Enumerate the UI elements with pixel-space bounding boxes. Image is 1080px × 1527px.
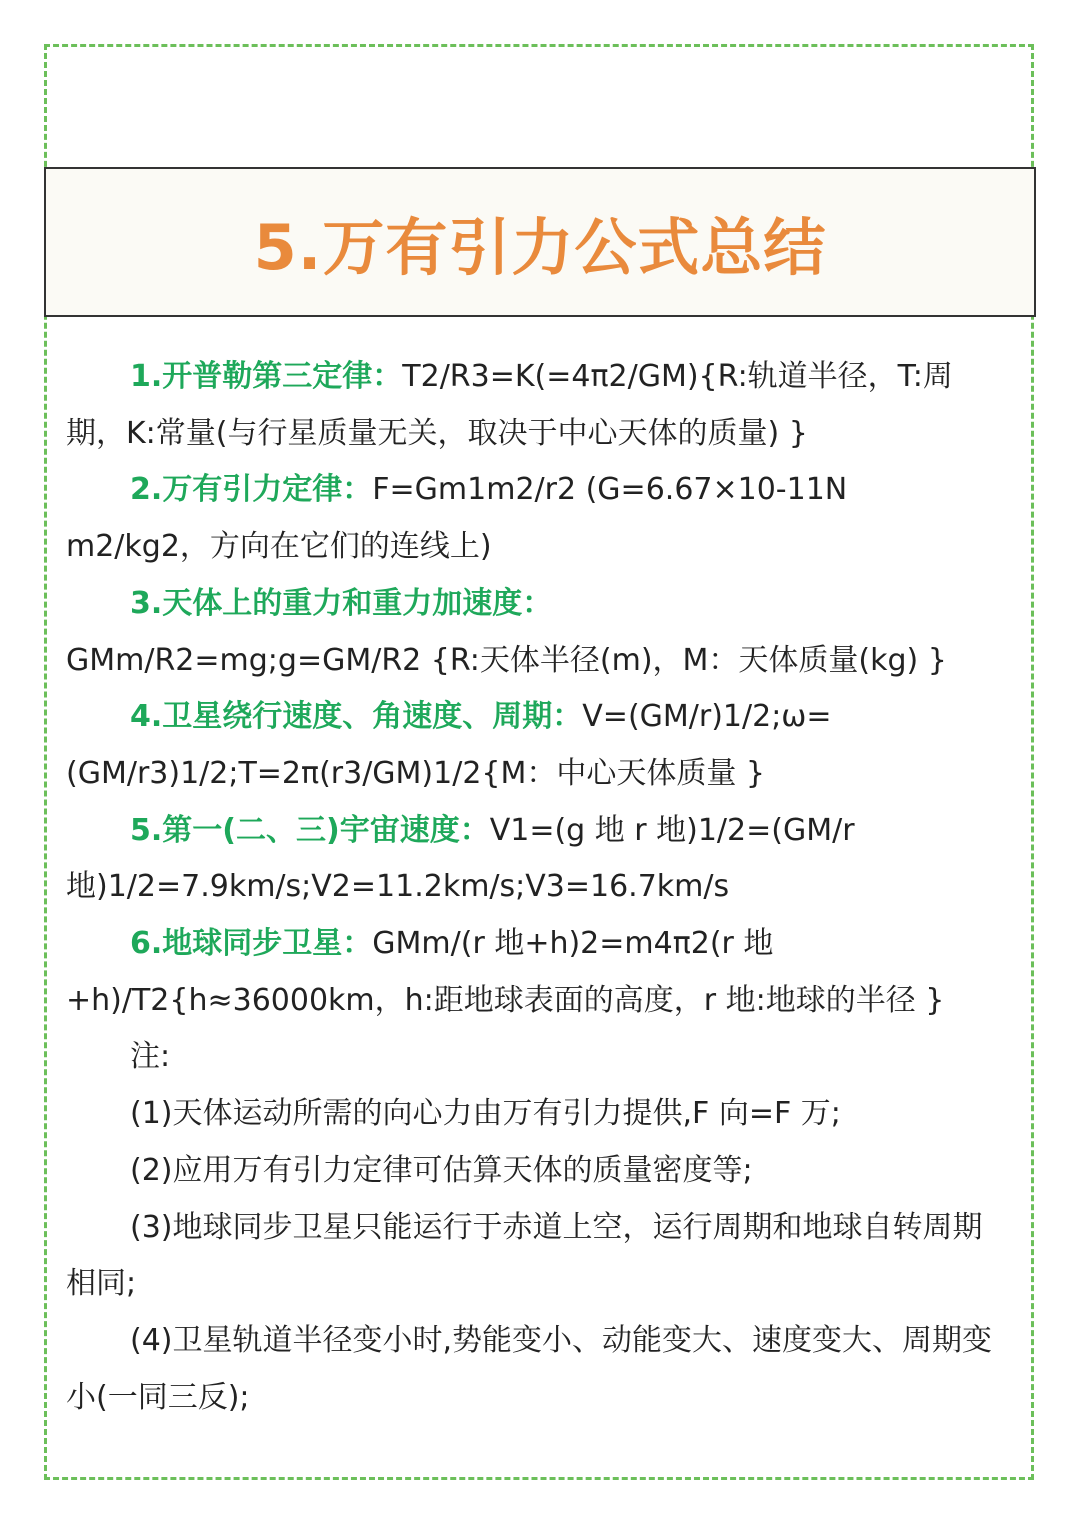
section-6 [66,916,996,1029]
section-5 [66,803,996,916]
section-heading: 5.第一(二、三)宇宙速度： [130,812,490,848]
section-text: GMm/R2=mg;g=GM/R2 {R:天体半径(m)，M：天体质量(kg) } [66,642,947,678]
section-heading: 6.地球同步卫星： [130,926,373,962]
section-text: T2/R3=K(=4π2/GM){R:轨道半径，T:周期，K:常量(与行星质量无关，取决于中心天体的质量) } [66,359,953,451]
section-text: V=(GM/r)1/2;ω=(GM/r3)1/2;T=2π(r3/GM)1/2{M：中心天体质量 } [66,699,832,791]
section-1 [66,349,996,462]
section-4 [66,689,996,802]
section-text: F=Gm1m2/r2 (G=6.67×10-11N m2/kg2，方向在它们的连线上) [66,472,848,565]
formula-content [66,349,996,1426]
title-box [44,167,1036,317]
section-heading: 2.万有引力定律： [130,472,373,508]
notes-label: 注: [130,1039,171,1075]
section-heading: 3.天体上的重力和重力加速度： [130,585,553,621]
section-text: GMm/(r 地+h)2=m4π2(r 地+h)/T2{h≈36000km，h:距地球表面的高度，r 地:地球的半径 } [66,926,945,1018]
note-item-3: (3)地球同步卫星只能运行于赤道上空，运行周期和地球自转周期相同; [66,1209,983,1302]
section-2 [66,462,996,575]
section-heading: 4.卫星绕行速度、角速度、周期： [130,699,583,735]
note-item-4: (4)卫星轨道半径变小时,势能变小、动能变大、速度变大、周期变小(一同三反); [66,1322,993,1415]
section-3 [66,576,996,689]
note-item-1: (1)天体运动所需的向心力由万有引力提供,F 向=F 万; [130,1096,841,1132]
section-heading: 1.开普勒第三定律： [130,359,403,394]
note-item-2: (2)应用万有引力定律可估算天体的质量密度等; [130,1152,753,1188]
section-text: V1=(g 地 r 地)1/2=(GM/r 地)1/2=7.9km/s;V2=11.2km/s;V3=16.7km/s [66,812,855,905]
page-title: 5.万有引力公式总结 [253,210,827,284]
